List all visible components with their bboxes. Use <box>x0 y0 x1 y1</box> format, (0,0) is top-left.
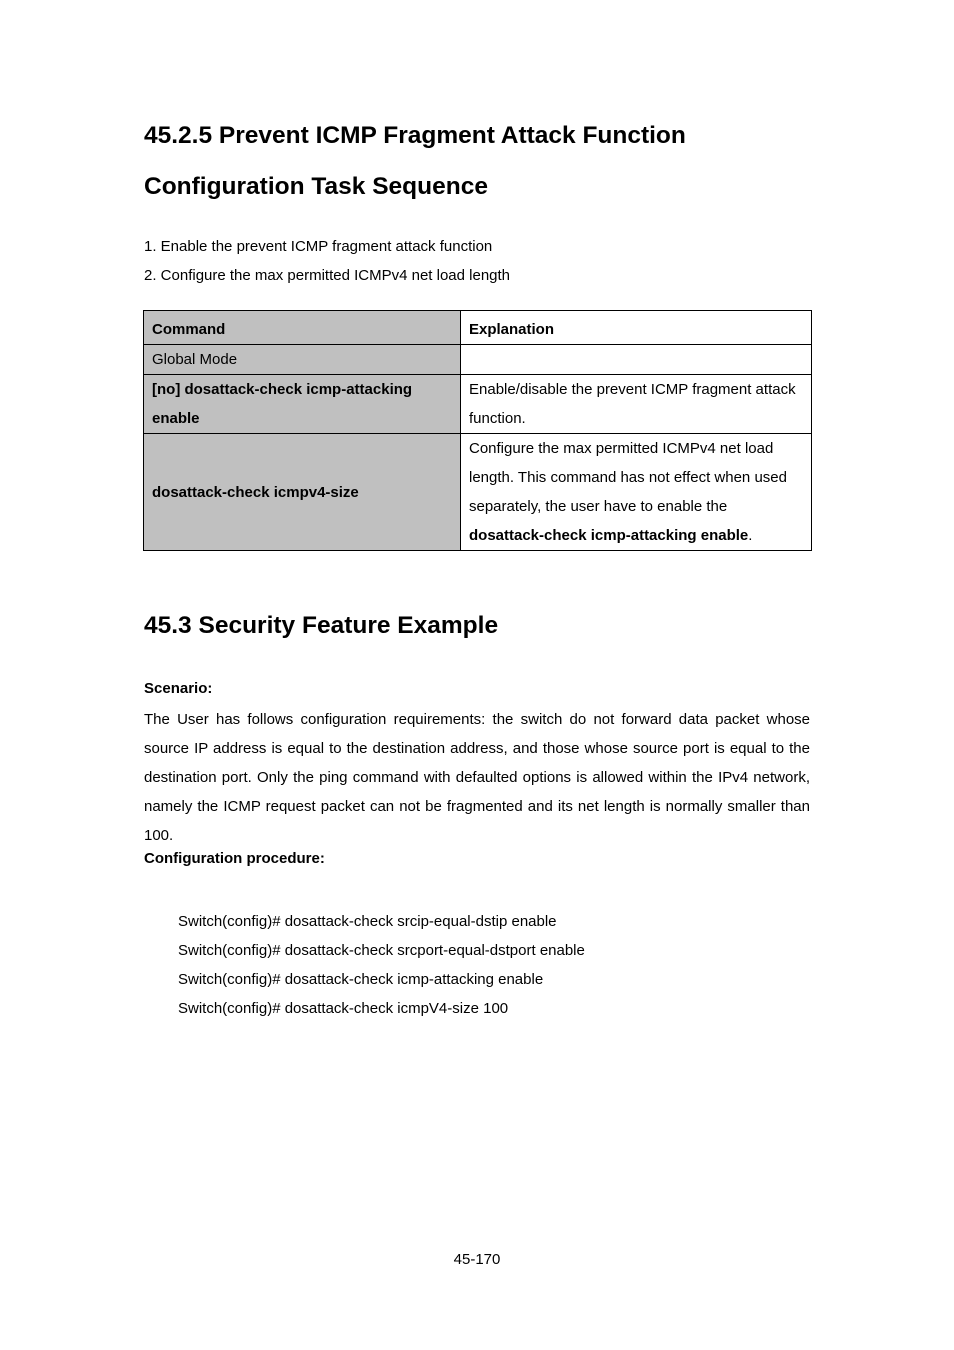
explanation-text: Configure the max permitted ICMPv4 net load length. This command has not effect when used separately, the user have to enable the <box>469 440 787 515</box>
command-line: Switch(config)# dosattack-check srcip-equal-dstip enable <box>178 913 557 930</box>
example-title: 45.3 Security Feature Example <box>144 612 499 639</box>
procedure-label: Configuration procedure: <box>144 850 325 867</box>
command-line: Switch(config)# dosattack-check icmpV4-size 100 <box>178 1000 509 1017</box>
page-number: 45-170 <box>453 1251 501 1268</box>
explanation-suffix: . <box>748 527 753 544</box>
command-line: Switch(config)# dosattack-check srcport-equal-dstport enable <box>178 942 585 959</box>
scenario-text: The User has follows configuration requirements: the switch do not forward data packet whose source IP address is equal to the destination address, and those whose source port is equal to the destination port. Only the ping command with defaulted options is allowed within the IPv4 network, namely the ICMP request packet can not be fragmented and its net length is normally smaller than 100. <box>144 711 810 844</box>
explanation-cell <box>461 434 812 551</box>
task-steps <box>144 232 510 290</box>
command-table <box>143 310 812 551</box>
mode-explanation-cell <box>461 345 812 375</box>
section-title: 45.2.5 Prevent ICMP Fragment Attack Function <box>144 122 686 149</box>
scenario-label: Scenario: <box>144 680 213 697</box>
explanation-cell: Enable/disable the prevent ICMP fragment attack function. <box>461 375 812 434</box>
command-cell: dosattack-check icmpv4-size <box>144 434 461 551</box>
header-explanation: Explanation <box>461 311 812 345</box>
header-command: Command <box>144 311 461 345</box>
command-list <box>178 907 585 1023</box>
command-cell: [no] dosattack-check icmp-attacking enable <box>144 375 461 434</box>
command-line: Switch(config)# dosattack-check icmp-attacking enable <box>178 971 544 988</box>
subsection-title: Configuration Task Sequence <box>144 173 488 200</box>
mode-cell: Global Mode <box>144 345 461 375</box>
table-row <box>144 434 812 551</box>
table-row <box>144 375 812 434</box>
step-item: 2. Configure the max permitted ICMPv4 net load length <box>144 267 511 284</box>
explanation-command: dosattack-check icmp-attacking enable <box>469 527 749 544</box>
step-item: 1. Enable the prevent ICMP fragment attack function <box>144 238 493 255</box>
table-header-row <box>144 311 812 345</box>
table-row <box>144 345 812 375</box>
